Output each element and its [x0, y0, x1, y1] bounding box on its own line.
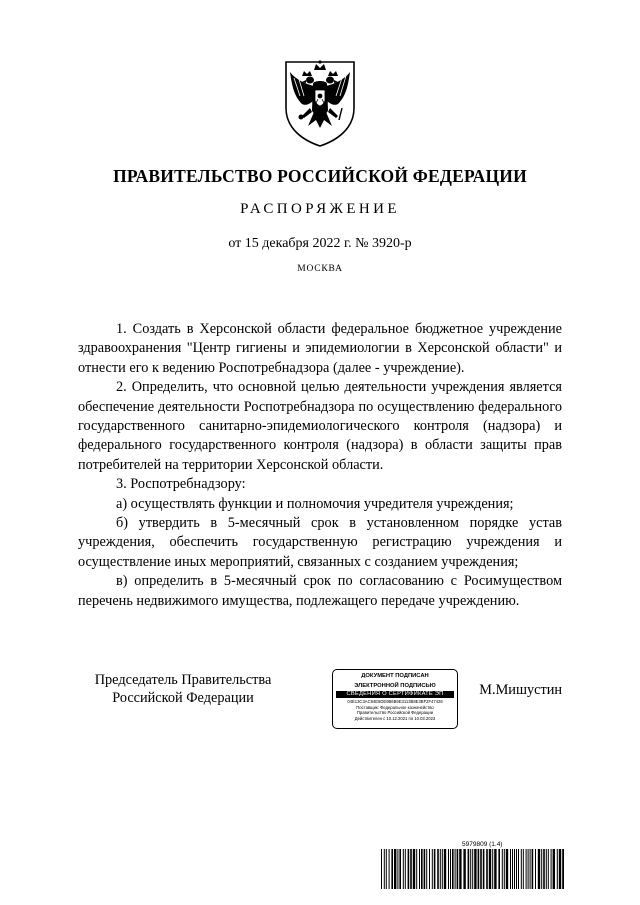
barcode-bar: [389, 849, 390, 889]
barcode-bar: [416, 849, 417, 889]
stamp-owner: Правительство Российской Федерации: [356, 710, 434, 716]
barcode-bar: [421, 849, 423, 889]
barcode-bar: [444, 849, 446, 889]
barcode-bar: [408, 849, 410, 889]
coat-of-arms-icon: [280, 56, 360, 148]
barcode-bar: [440, 849, 441, 889]
signatory-position-line1: Председатель Правительства: [94, 672, 272, 688]
barcode-bar: [384, 849, 385, 889]
barcode-bar: [474, 849, 476, 889]
barcode-bar: [413, 849, 415, 889]
barcode-bar: [514, 849, 515, 889]
barcode-bar: [562, 849, 564, 889]
barcode-bar: [489, 849, 491, 889]
barcode-bar: [510, 849, 511, 889]
barcode-bar: [394, 849, 396, 889]
barcode-bar: [457, 849, 459, 889]
barcode-bar: [541, 849, 542, 889]
document-body: [78, 320, 562, 611]
barcode-bar: [548, 849, 549, 889]
barcode-bar: [494, 849, 496, 889]
barcode-bar: [442, 849, 443, 889]
barcode-bar: [432, 849, 433, 889]
barcode-bar: [386, 849, 387, 889]
electronic-signature-stamp: [332, 669, 458, 729]
signatory-name: М.Мишустин: [479, 682, 562, 698]
signatory-position-line2: Российской Федерации: [112, 690, 254, 706]
barcode-bar: [504, 849, 505, 889]
barcode-bar: [553, 849, 555, 889]
barcode-bar: [502, 849, 503, 889]
barcode-bar: [523, 849, 524, 889]
government-title: ПРАВИТЕЛЬСТВО РОССИЙСКОЙ ФЕДЕРАЦИИ: [113, 166, 527, 186]
barcode-bar: [492, 849, 493, 889]
paragraph-3c: в) определить в 5-месячный срок по согласованию с Росимуществом перечень недвижимого имущества, подлежащего передаче учреждению.: [78, 573, 562, 609]
barcode-bar: [424, 849, 426, 889]
stamp-certificate-bar: СВЕДЕНИЯ О СЕРТИФИКАТЕ ЭП: [336, 691, 454, 699]
stamp-heading-line2: ЭЛЕКТРОННОЙ ПОДПИСЬЮ: [354, 682, 436, 689]
barcode-icon: [381, 849, 564, 889]
document-date-number: от 15 декабря 2022 г. № 3920-р: [228, 236, 412, 251]
paragraph-1: 1. Создать в Херсонской области федеральное бюджетное учреждение здравоохранения "Центр гигиены и эпидемиологии в Херсонской области" и отнести его к ведению Роспотребнадзора (далее - учреждение).: [78, 321, 562, 376]
barcode-bar: [450, 849, 451, 889]
barcode-bar: [472, 849, 473, 889]
barcode-bar: [518, 849, 519, 889]
barcode-bar: [478, 849, 480, 889]
barcode-bar: [468, 849, 470, 889]
barcode-bar: [470, 849, 471, 889]
barcode-bar: [399, 849, 401, 889]
barcode-bar: [512, 849, 513, 889]
barcode-bar: [498, 849, 500, 889]
stamp-heading-line1: ДОКУМЕНТ ПОДПИСАН: [361, 673, 429, 679]
barcode-bar: [557, 849, 558, 889]
barcode-bar: [419, 849, 420, 889]
barcode-bar: [532, 849, 534, 889]
barcode-bar: [483, 849, 485, 889]
barcode-bar: [410, 849, 412, 889]
barcode-bar: [521, 849, 522, 889]
barcode-bar: [448, 849, 449, 889]
barcode-number: 5979809 (1.4): [462, 841, 503, 848]
barcode-bar: [405, 849, 406, 889]
barcode-bar: [381, 849, 382, 889]
stamp-supplier: Поставщик: Федеральное казначейство: [356, 704, 434, 710]
barcode-bar: [452, 849, 454, 889]
barcode-bar: [463, 849, 465, 889]
barcode-bar: [546, 849, 547, 889]
paragraph-2: 2. Определить, что основной целью деятельности учреждения является обеспечение деятельности Роспотребнадзора по осуществлению федерального государственного санитарно-эпидемиологического контроля (надзора) и федерального государственного контроля (надзора) в области защиты прав потребителей на территории Херсонской области.: [78, 379, 562, 473]
barcode-bar: [543, 849, 545, 889]
paragraph-3: 3. Роспотребнадзору:: [116, 476, 246, 493]
barcode-bar: [506, 849, 508, 889]
signatory-position: [78, 671, 288, 707]
barcode-bar: [397, 849, 398, 889]
barcode-bar: [559, 849, 561, 889]
stamp-validity: Действителен с 10.12.2021 по 10.03.2023: [354, 715, 436, 721]
barcode-bar: [455, 849, 456, 889]
barcode-bar: [429, 849, 430, 889]
stamp-certificate-id: 04E13C3AC94E6DE9B6B9E3113B8E3BF2F47426: [347, 699, 443, 705]
document-type: РАСПОРЯЖЕНИЕ: [240, 201, 400, 217]
barcode-bar: [528, 849, 529, 889]
barcode-bar: [535, 849, 536, 889]
paragraph-3b: б) утвердить в 5-месячный срок в установленном порядке устав учреждения, обеспечить государственную регистрацию учреждения и осуществление иных мероприятий, связанных с созданием учреждения;: [78, 515, 562, 570]
barcode-bar: [516, 849, 517, 889]
barcode-bar: [538, 849, 540, 889]
barcode-bar: [426, 849, 427, 889]
document-city: МОСКВА: [297, 264, 343, 274]
paragraph-3a: а) осуществлять функции и полномочия учредителя учреждения;: [116, 495, 514, 512]
barcode-bar: [459, 849, 461, 889]
barcode-bar: [551, 849, 552, 889]
barcode-bar: [403, 849, 404, 889]
barcode-bar: [486, 849, 488, 889]
barcode-bar: [391, 849, 393, 889]
barcode-bar: [480, 849, 482, 889]
barcode-bar: [434, 849, 436, 889]
barcode-bar: [530, 849, 531, 889]
barcode-bar: [437, 849, 439, 889]
barcode-bar: [526, 849, 527, 889]
